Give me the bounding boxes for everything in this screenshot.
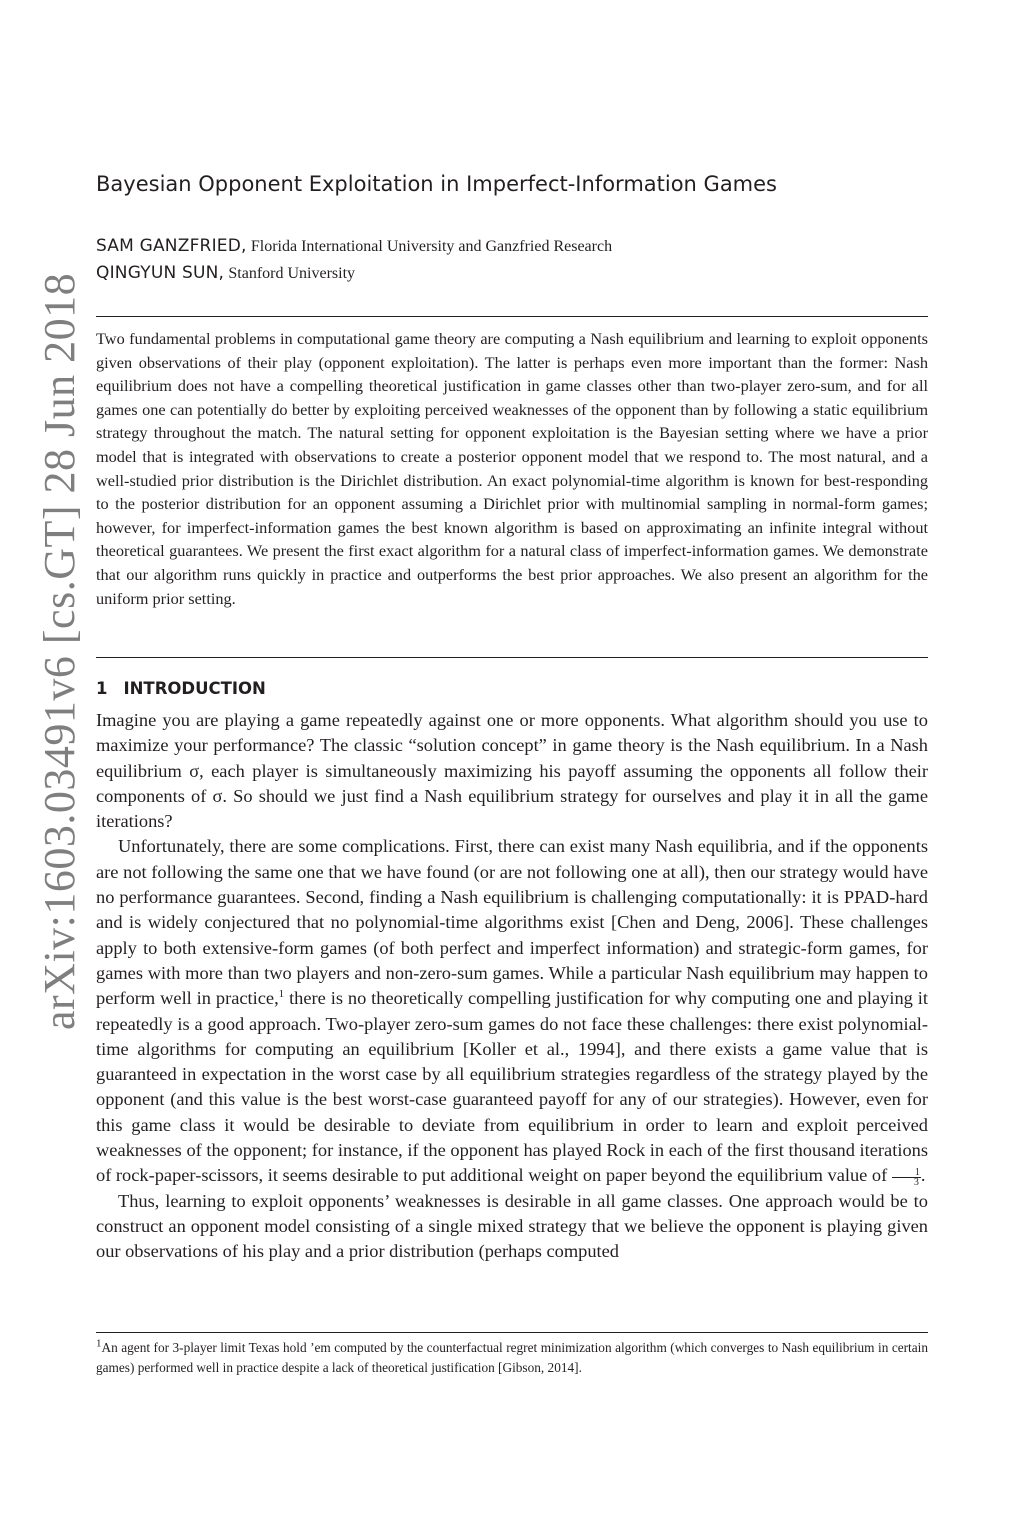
introduction-body [96, 708, 928, 1265]
author-affiliation: Stanford University [228, 265, 356, 282]
section-number: 1 [96, 679, 108, 698]
footnote-rule [96, 1332, 928, 1333]
author-name: SAM GANZFRIED, [96, 236, 247, 256]
footnote-marker: 1 [278, 988, 285, 1001]
footnote-text: An agent for 3-player limit Texas hold ’em computed by the counterfactual regret minimization algorithm (which converges to Nash equilibrium in certain games) performed well in practice despite a lack of theoretical justification [Gibson, 2014]. [96, 1340, 928, 1375]
author-1 [96, 236, 612, 256]
intro-paragraph-1: Imagine you are playing a game repeatedly against one or more opponents. What algorithm should you use to maximize your performance? The classic “solution concept” in game theory is the Nash equilibrium. In a Nash equilibrium σ, each player is simultaneously maximizing his payoff assuming the opponents all follow their components of σ. So should we just find a Nash equilibrium strategy for ourselves and play it in all the game iterations? [96, 710, 928, 832]
abstract: Two fundamental problems in computational game theory are computing a Nash equilibrium and learning to exploit opponents given observations of their play (opponent exploitation). The latter is perhaps even more important than the former: Nash equilibrium does not have a compelling theoretical justification in game classes other than two-player zero-sum, and for all games one can potentially do better by exploiting perceived weaknesses of the opponent than by following a static equilibrium strategy throughout the match. The natural setting for opponent exploitation is the Bayesian setting where we have a prior model that is integrated with observations to create a posterior opponent model that we respond to. The most natural, and a well-studied prior distribution is the Dirichlet distribution. An exact polynomial-time algorithm is known for best-responding to the posterior distribution for an opponent assuming a Dirichlet prior with multinomial sampling in normal-form games; however, for imperfect-information games the best known algorithm is based on approximating an infinite integral without theoretical guarantees. We present the first exact algorithm for a natural class of imperfect-information games. We demonstrate that our algorithm runs quickly in practice and outperforms the best prior approaches. We also present an algorithm for the uniform prior setting. [96, 329, 928, 608]
intro-paragraph-3: Thus, learning to exploit opponents’ weaknesses is desirable in all game classes. One approach would be to construct an opponent model consisting of a single mixed strategy that we believe the opponent is playing given our observations of his play and a prior distribution (perhaps computed [96, 1190, 928, 1262]
author-name: QINGYUN SUN, [96, 263, 225, 283]
abstract-top-rule [96, 316, 928, 317]
section-title: INTRODUCTION [123, 679, 266, 698]
paper-title: Bayesian Opponent Exploitation in Imperfect-Information Games [96, 172, 778, 196]
fraction-one-third: $\frac{1}{3}$ [892, 1168, 921, 1187]
intro-paragraph-2: Unfortunately, there are some complications. First, there can exist many Nash equilibria, and if the opponents are not following the same one that we have found (or are not following one at all), then our strategy would have no performance guarantees. Second, finding a Nash equilibrium is challenging computationally: it is PPAD-hard and is widely conjectured that no polynomial-time algorithms exist [Chen and Deng, 2006]. These challenges apply to both extensive-form games (of both perfect and imperfect information) and strategic-form games, for games with more than two players and non-zero-sum games. While a particular Nash equilibrium may happen to perform well in practice,$^1$ there is no theoretically compelling justification for why computing one and playing it repeatedly is a good approach. Two-player zero-sum games do not face these challenges: there exist polynomial-time algorithms for computing an equilibrium [Koller et al., 1994], and there exists a game value that is guaranteed in expectation in the worst case by all equilibrium strategies regardless of the strategy played by the opponent (and this value is the best worst-case guaranteed payoff for any of our strategies). However, even for this game class it would be desirable to deviate from equilibrium in order to learn and exploit perceived weaknesses of the opponent; for instance, if the opponent has played Rock in each of the first thousand iterations of rock-paper-scissors, it seems desirable to put additional weight on paper beyond the equilibrium value of $\frac{1}{3}$ . [96, 836, 928, 1189]
abstract-bottom-rule [96, 657, 928, 658]
footnote-mark: 1 [96, 1337, 102, 1350]
arxiv-identifier: arXiv:1603.03491v6 [cs.GT] 28 Jun 2018 [35, 272, 84, 1030]
section-heading [96, 679, 266, 698]
footnote [96, 1338, 928, 1378]
author-affiliation: Florida International University and Ganzfried Research [250, 238, 613, 255]
author-2 [96, 263, 355, 283]
